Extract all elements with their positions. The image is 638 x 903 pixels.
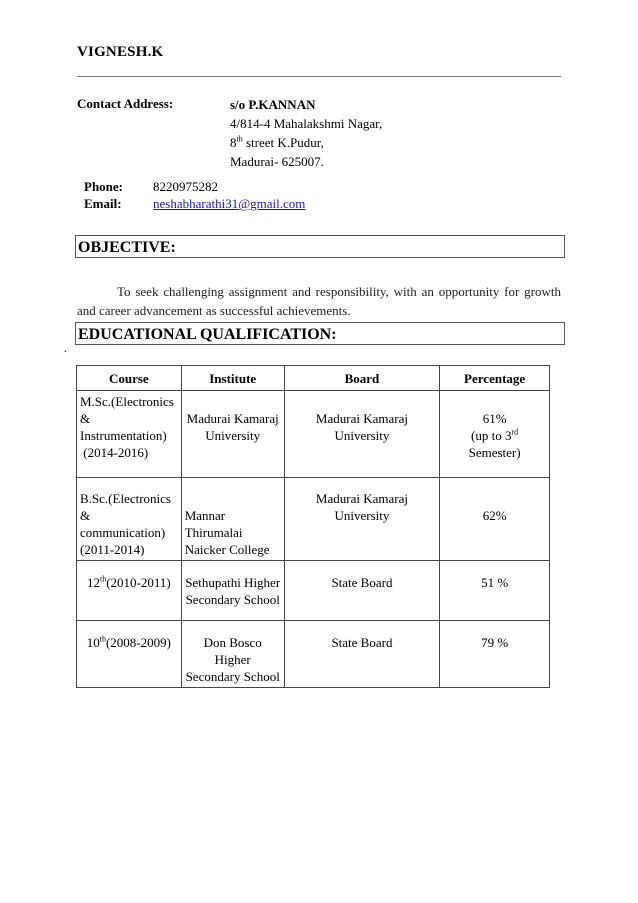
percentage-cell [440, 391, 550, 478]
contact-address-label: Contact Address: [77, 96, 174, 111]
course-line: communication) [80, 525, 166, 540]
percentage-value: 61% [482, 411, 507, 426]
course-cell [77, 478, 182, 561]
board-line: University [334, 508, 390, 523]
institute-line: Mannar Thirumalai [184, 508, 243, 540]
education-table [76, 365, 550, 688]
board-line: University [334, 428, 390, 443]
table-header-row [77, 366, 550, 391]
table-row [77, 621, 550, 688]
street-number: 8 [230, 135, 237, 150]
course-line: Instrumentation) [80, 428, 167, 443]
column-header-institute: Institute [181, 366, 284, 391]
percentage-value: 62% [482, 508, 507, 523]
institute-cell [181, 561, 284, 621]
institute-line: Naicker College [184, 542, 270, 557]
table-row [77, 561, 550, 621]
institute-cell [181, 391, 284, 478]
column-header-course: Course [77, 366, 182, 391]
column-header-percentage: Percentage [440, 366, 550, 391]
institute-cell [181, 621, 284, 688]
institute-line: Secondary School [185, 592, 280, 607]
course-grade-suffix: th [99, 574, 107, 584]
board-line: Madurai Kamaraj [315, 411, 408, 426]
phone-number: 8220975282 [153, 179, 218, 194]
header-divider [77, 76, 561, 77]
course-grade: 12 [86, 575, 100, 590]
contact-address [230, 95, 382, 171]
percentage-cell: 51 % [440, 561, 550, 621]
address-line-street [230, 133, 382, 152]
course-line: & [80, 411, 91, 426]
course-line: (2011-2014) [80, 542, 145, 557]
board-cell: State Board [284, 561, 440, 621]
street-name: street K.Pudur, [245, 135, 324, 150]
address-line-city: Madurai- 625007. [230, 154, 324, 169]
email-label: Email: [84, 196, 122, 211]
objective-text: To seek challenging assignment and responsibility, with an opportunity for growth and career advancement as successful achievements. [77, 284, 561, 318]
course-years: (2010-2011) [106, 575, 171, 590]
phone-label: Phone: [84, 179, 123, 194]
percentage-cell: 79 % [440, 621, 550, 688]
course-cell [77, 621, 182, 688]
board-cell [284, 391, 440, 478]
institute-line: Don Bosco Higher [203, 635, 262, 667]
percentage-note-sup: rd [511, 427, 519, 437]
address-line-door: 4/814-4 Mahalakshmi Nagar, [230, 116, 383, 131]
course-line: B.Sc.(Electronics [80, 491, 171, 506]
column-header-board: Board [284, 366, 440, 391]
education-heading: EDUCATIONAL QUALIFICATION: [75, 322, 565, 345]
course-grade-suffix: th [99, 634, 106, 644]
institute-line: Secondary School [185, 669, 280, 684]
course-line [77, 561, 181, 593]
course-line [77, 621, 181, 653]
percentage-cell [440, 478, 550, 561]
course-line: (2014-2016) [80, 445, 149, 460]
percentage-note-text: Semester) [468, 445, 521, 460]
institute-cell [181, 478, 284, 561]
table-row [77, 391, 550, 478]
objective-heading: OBJECTIVE: [75, 235, 565, 258]
bullet-mark: . [64, 344, 67, 355]
institute-line: Madurai Kamaraj [186, 411, 279, 426]
email-link[interactable]: neshabharathi31@gmail.com [153, 196, 306, 211]
board-line: Madurai Kamaraj [315, 491, 408, 506]
table-row [77, 478, 550, 561]
course-line: M.Sc.(Electronics [80, 394, 174, 409]
course-line: & [80, 508, 91, 523]
course-years: (2008-2009) [105, 635, 171, 650]
applicant-name: VIGNESH.K [77, 44, 164, 60]
board-cell: State Board [284, 621, 440, 688]
course-grade: 10 [86, 635, 100, 650]
board-cell [284, 478, 440, 561]
course-cell [77, 391, 182, 478]
institute-line: Sethupathi Higher [185, 575, 281, 590]
course-cell [77, 561, 182, 621]
street-suffix: th [236, 134, 243, 144]
percentage-note [443, 427, 546, 444]
percentage-note-text: (up to 3 [471, 428, 512, 443]
address-line-guardian: s/o P.KANNAN [230, 97, 316, 112]
institute-line: University [205, 428, 261, 443]
